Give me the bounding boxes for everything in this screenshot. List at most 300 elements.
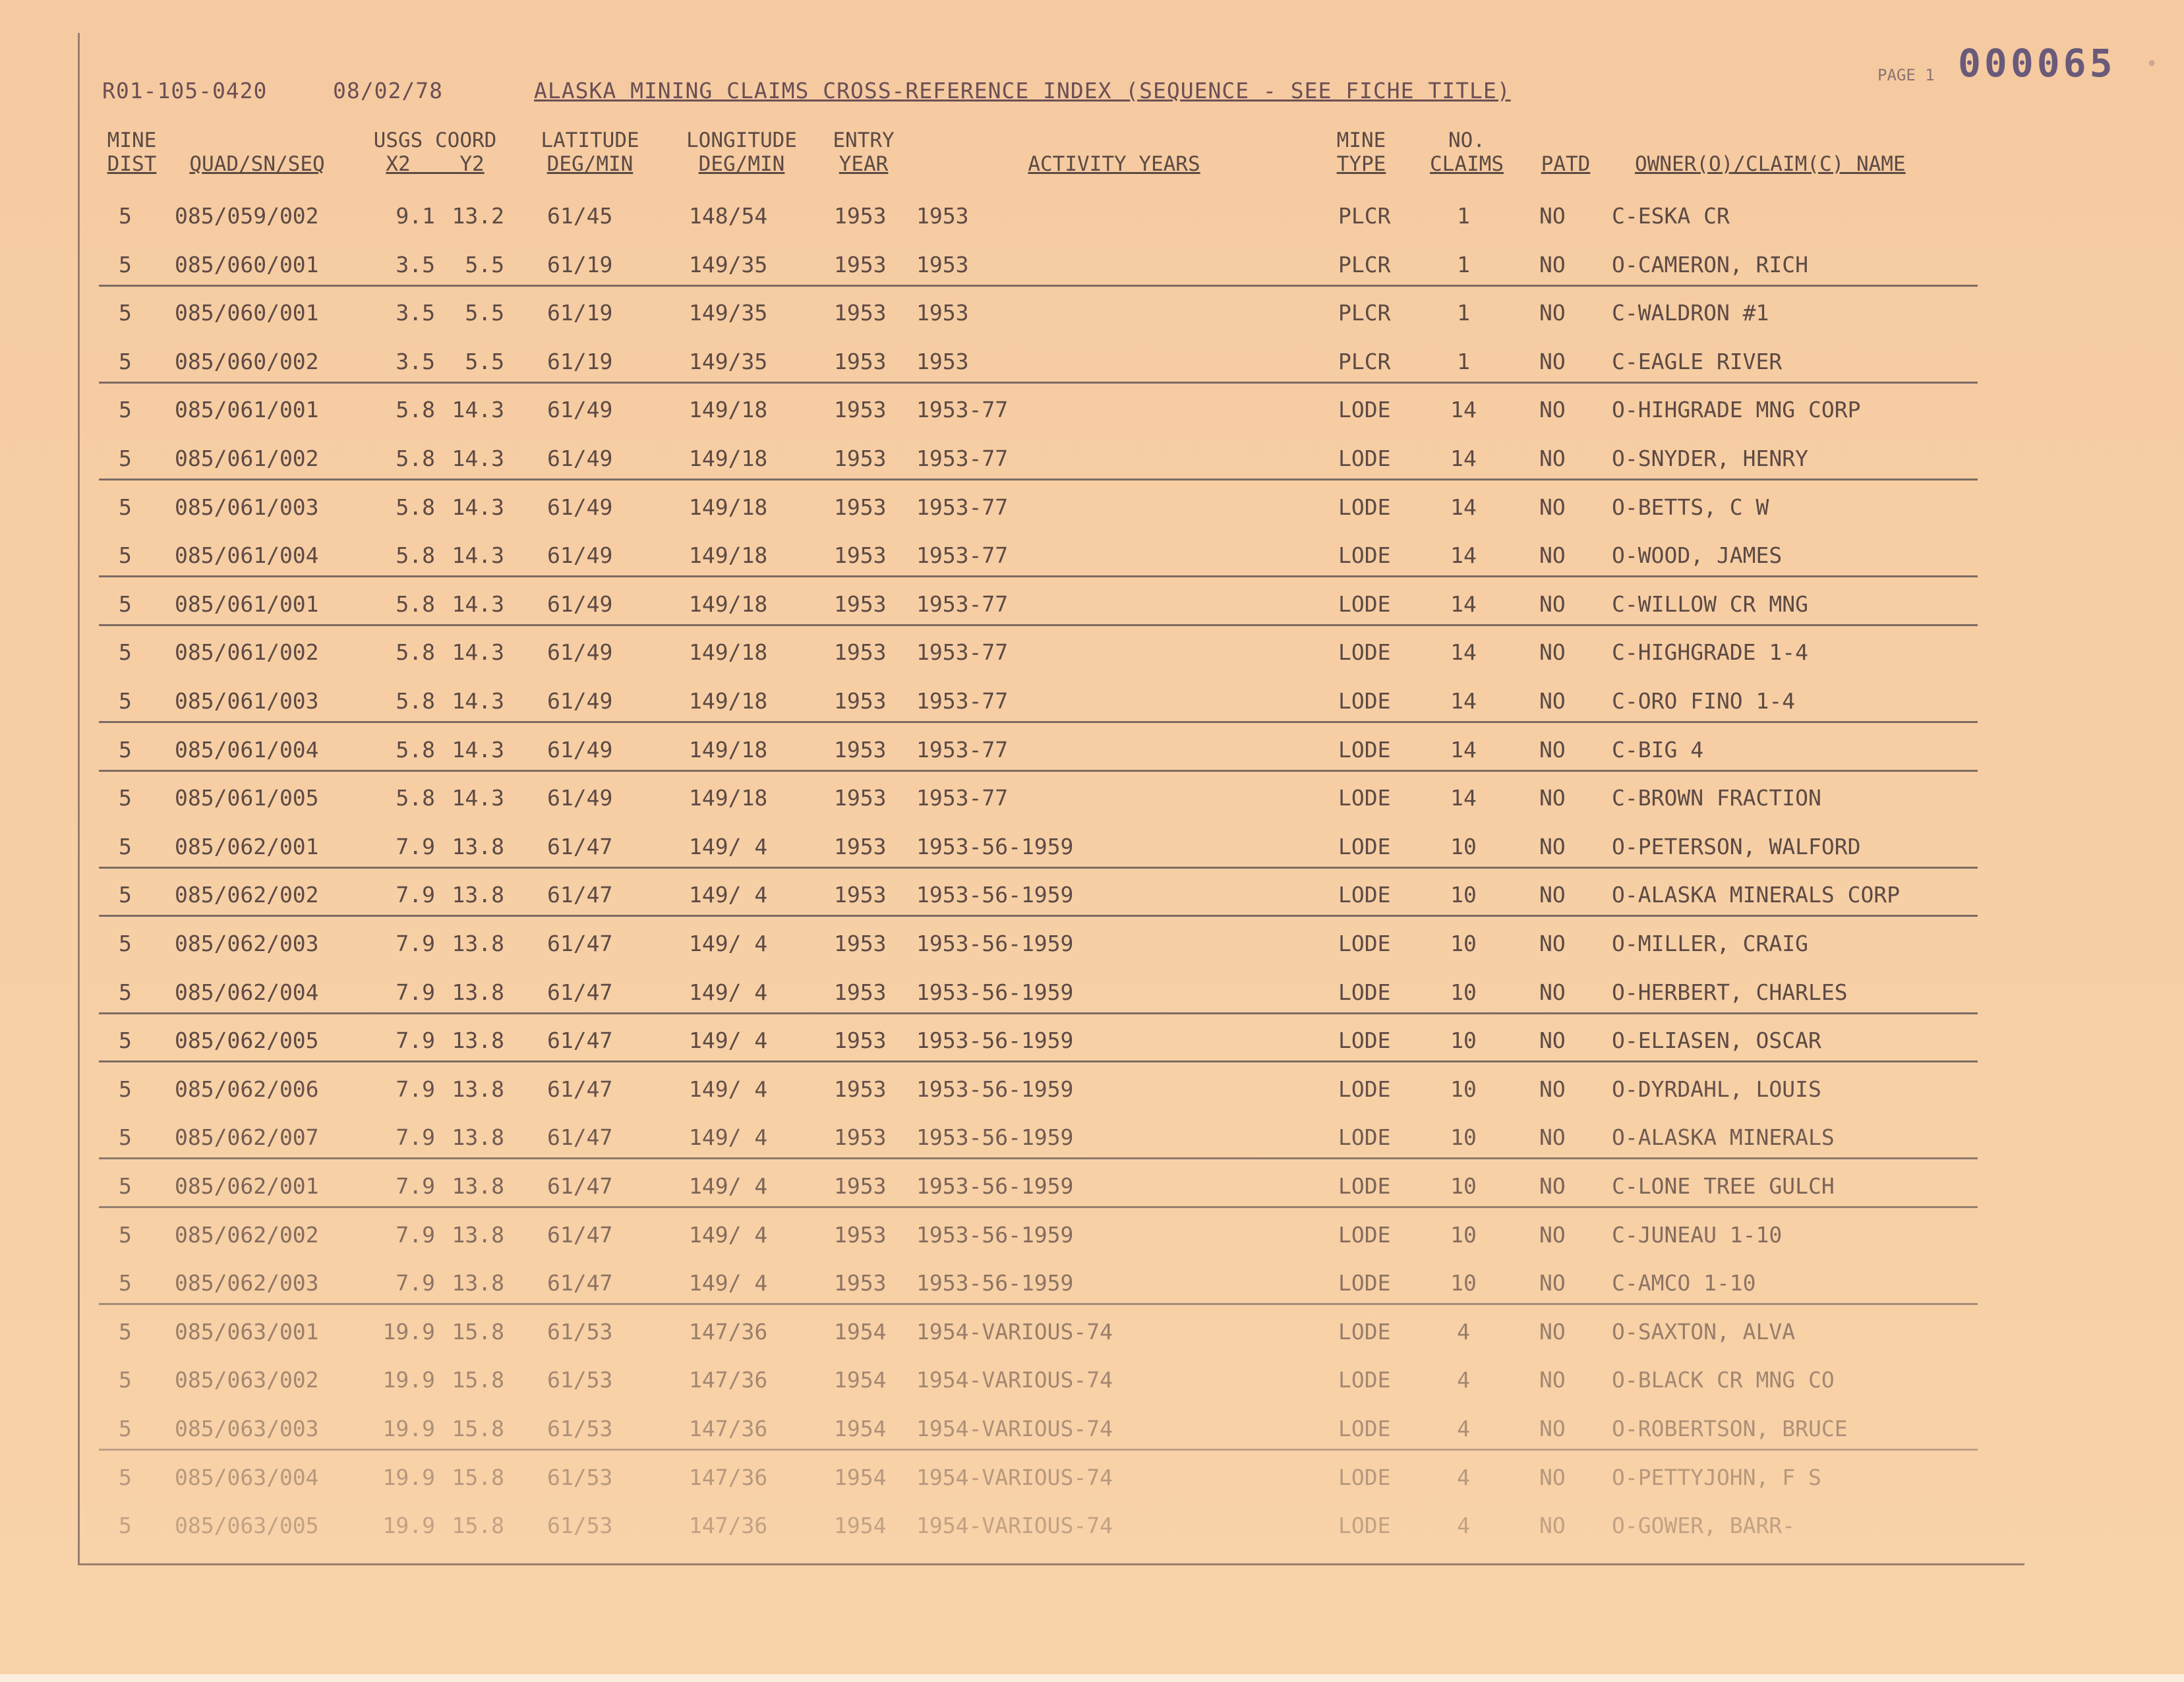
cell-patented: NO [1539,1028,1566,1054]
cell-entry-year: 1953 [834,251,887,277]
cell-latitude: 61/53 [547,1318,613,1345]
cell-latitude: 61/49 [547,446,613,471]
cell-entry-year: 1953 [834,1076,887,1102]
cell-coord-x2: 5.8 [396,785,435,811]
cell-entry-year: 1953 [834,1028,887,1054]
table-row [99,1215,1978,1255]
cell-mine-dist: 5 [119,397,132,423]
cell-activity-years: 1953-56-1959 [916,882,1074,908]
cell-mine-type: LODE [1338,736,1391,763]
cell-entry-year: 1953 [834,203,887,229]
table-row [99,439,1978,480]
cell-coord-x2: 7.9 [396,931,435,956]
page-stamp: 000065 [1958,41,2116,86]
cell-coord-y2: 15.8 [452,1464,504,1490]
table-row [99,390,1978,430]
cell-mine-dist: 5 [119,979,132,1005]
cell-patented: NO [1539,1367,1566,1393]
cell-mine-type: PLCR [1338,251,1391,277]
cell-mine-type: LODE [1338,833,1391,859]
cell-claims-count: 10 [1450,1028,1477,1054]
cell-coord-x2: 7.9 [396,1076,435,1102]
cell-coord-x2: 7.9 [396,1124,435,1151]
edge-mark: • [2146,53,2158,76]
cell-longitude: 147/36 [689,1464,768,1490]
cell-coord-y2: 15.8 [452,1416,504,1441]
cell-coord-y2: 14.3 [452,542,504,569]
cell-coord-y2: 5.5 [465,251,504,277]
table-row [99,488,1978,527]
cell-coord-x2: 19.9 [382,1367,435,1393]
cell-latitude: 61/49 [547,688,613,714]
cell-latitude: 61/45 [547,203,613,229]
cell-coord-x2: 5.8 [396,494,435,520]
cell-owner-claim-name: O-HIHGRADE MNG CORP [1612,397,1861,423]
cell-longitude: 149/ 4 [689,979,768,1005]
table-row [99,633,1978,672]
cell-coord-y2: 13.8 [452,1076,504,1102]
cell-quad-seq: 085/062/006 [175,1076,319,1102]
cell-owner-claim-name: O-ALASKA MINERALS [1612,1124,1835,1151]
cell-owner-claim-name: C-JUNEAU 1-10 [1612,1221,1783,1248]
cell-owner-claim-name: O-PETERSON, WALFORD [1612,833,1861,859]
cell-patented: NO [1539,494,1566,520]
cell-entry-year: 1953 [834,1221,887,1248]
cell-owner-claim-name: C-WILLOW CR MNG [1612,591,1809,617]
cell-mine-dist: 5 [119,1028,132,1054]
cell-quad-seq: 085/060/001 [175,300,319,326]
cell-activity-years: 1953-77 [916,785,1009,811]
cell-entry-year: 1954 [834,1367,887,1393]
cell-claims-count: 14 [1450,494,1477,520]
cell-longitude: 149/18 [689,494,768,520]
cell-activity-years: 1954-VARIOUS-74 [916,1416,1113,1441]
cell-latitude: 61/53 [547,1513,613,1539]
table-row [99,1506,1978,1546]
cell-quad-seq: 085/060/002 [175,348,319,374]
cell-longitude: 147/36 [689,1416,768,1441]
cell-coord-x2: 3.5 [396,300,435,326]
cell-patented: NO [1539,203,1566,229]
cell-coord-y2: 14.3 [452,446,504,471]
cell-activity-years: 1954-VARIOUS-74 [916,1464,1113,1490]
cell-longitude: 149/18 [689,639,768,666]
cell-activity-years: 1953 [916,348,969,374]
table-row [99,778,1978,818]
cell-longitude: 149/ 4 [689,833,768,859]
cell-patented: NO [1539,882,1566,908]
cell-mine-dist: 5 [119,1318,132,1345]
cell-patented: NO [1539,1318,1566,1345]
cell-coord-x2: 7.9 [396,979,435,1005]
cell-longitude: 149/35 [689,251,768,277]
cell-coord-y2: 14.3 [452,397,504,423]
cell-longitude: 149/ 4 [689,882,768,908]
cell-entry-year: 1953 [834,348,887,374]
cell-patented: NO [1539,1464,1566,1490]
table-row [99,1360,1978,1400]
cell-claims-count: 4 [1457,1367,1470,1393]
cell-owner-claim-name: O-WOOD, JAMES [1612,542,1783,569]
cell-mine-type: PLCR [1338,348,1391,374]
cell-quad-seq: 085/061/003 [175,688,319,714]
table-row [99,1458,1978,1497]
cell-patented: NO [1539,979,1566,1005]
cell-quad-seq: 085/061/004 [175,542,319,569]
cell-claims-count: 14 [1450,591,1477,617]
table-row [99,1167,1978,1208]
cell-claims-count: 10 [1450,1173,1477,1199]
cell-quad-seq: 085/062/007 [175,1124,319,1151]
cell-mine-dist: 5 [119,1221,132,1248]
col-header-activity: ACTIVITY YEARS [1028,152,1200,176]
cell-mine-dist: 5 [119,494,132,520]
cell-patented: NO [1539,833,1566,859]
cell-claims-count: 4 [1457,1318,1470,1345]
cell-quad-seq: 085/062/002 [175,882,319,908]
cell-latitude: 61/47 [547,931,613,956]
cell-coord-y2: 13.8 [452,1173,504,1199]
cell-mine-type: LODE [1338,591,1391,617]
cell-claims-count: 10 [1450,1221,1477,1248]
cell-quad-seq: 085/063/004 [175,1464,319,1490]
cell-claims-count: 14 [1450,446,1477,471]
cell-latitude: 61/49 [547,494,613,520]
cell-entry-year: 1953 [834,639,887,666]
cell-mine-type: LODE [1338,1028,1391,1054]
cell-mine-type: LODE [1338,1270,1391,1296]
cell-latitude: 61/53 [547,1367,613,1393]
cell-entry-year: 1953 [834,1173,887,1199]
cell-longitude: 149/ 4 [689,1270,768,1296]
col-header-patd: PATD [1541,152,1591,176]
cell-longitude: 149/18 [689,736,768,763]
cell-longitude: 149/ 4 [689,1028,768,1054]
cell-owner-claim-name: C-EAGLE RIVER [1612,348,1783,374]
cell-latitude: 61/47 [547,833,613,859]
cell-latitude: 61/47 [547,979,613,1005]
cell-mine-type: LODE [1338,1173,1391,1199]
cell-entry-year: 1954 [834,1464,887,1490]
cell-mine-dist: 5 [119,785,132,811]
cell-entry-year: 1954 [834,1416,887,1441]
col-header-name: OWNER(O)/CLAIM(C) NAME [1635,152,1906,176]
cell-activity-years: 1953 [916,251,969,277]
cell-mine-type: PLCR [1338,300,1391,326]
cell-coord-x2: 5.8 [396,688,435,714]
cell-claims-count: 4 [1457,1416,1470,1441]
cell-mine-type: LODE [1338,931,1391,956]
table-row [99,245,1978,287]
cell-patented: NO [1539,1076,1566,1102]
cell-latitude: 61/19 [547,251,613,277]
cell-owner-claim-name: O-CAMERON, RICH [1612,251,1809,277]
col-header-seq: QUAD/SN/SEQ [189,152,325,176]
cell-patented: NO [1539,300,1566,326]
cell-patented: NO [1539,446,1566,471]
cell-activity-years: 1953-56-1959 [916,1270,1074,1296]
cell-patented: NO [1539,639,1566,666]
table-row [99,293,1978,333]
cell-coord-y2: 13.8 [452,833,504,859]
cell-activity-years: 1953 [916,203,969,229]
cell-coord-y2: 13.8 [452,1221,504,1248]
cell-entry-year: 1954 [834,1513,887,1539]
cell-entry-year: 1953 [834,979,887,1005]
cell-mine-dist: 5 [119,688,132,714]
table-row [99,875,1978,917]
cell-entry-year: 1953 [834,494,887,520]
cell-patented: NO [1539,1270,1566,1296]
cell-coord-y2: 5.5 [465,348,504,374]
cell-patented: NO [1539,931,1566,956]
cell-quad-seq: 085/061/005 [175,785,319,811]
cell-latitude: 61/49 [547,591,613,617]
cell-entry-year: 1953 [834,882,887,908]
cell-entry-year: 1953 [834,785,887,811]
cell-entry-year: 1953 [834,736,887,763]
cell-mine-dist: 5 [119,1416,132,1441]
cell-coord-x2: 7.9 [396,1221,435,1248]
table-row [99,196,1978,236]
cell-quad-seq: 085/062/003 [175,931,319,956]
cell-quad-seq: 085/062/001 [175,1173,319,1199]
cell-patented: NO [1539,736,1566,763]
cell-mine-type: LODE [1338,1367,1391,1393]
cell-claims-count: 14 [1450,736,1477,763]
cell-mine-dist: 5 [119,203,132,229]
col-header-type: MINE TYPE [1336,129,1386,176]
cell-coord-y2: 13.8 [452,1124,504,1151]
cell-coord-x2: 19.9 [382,1416,435,1441]
cell-quad-seq: 085/061/001 [175,591,319,617]
cell-coord-x2: 5.8 [396,639,435,666]
cell-claims-count: 4 [1457,1464,1470,1490]
cell-activity-years: 1953-56-1959 [916,979,1074,1005]
cell-owner-claim-name: O-MILLER, CRAIG [1612,931,1809,956]
cell-activity-years: 1953-56-1959 [916,931,1074,956]
cell-activity-years: 1953-56-1959 [916,1124,1074,1151]
cell-patented: NO [1539,785,1566,811]
cell-owner-claim-name: C-BIG 4 [1612,736,1704,763]
cell-patented: NO [1539,1513,1566,1539]
cell-coord-y2: 15.8 [452,1318,504,1345]
cell-patented: NO [1539,1124,1566,1151]
cell-owner-claim-name: C-ORO FINO 1-4 [1612,688,1796,714]
cell-patented: NO [1539,1416,1566,1441]
cell-quad-seq: 085/062/005 [175,1028,319,1054]
cell-mine-type: LODE [1338,979,1391,1005]
cell-activity-years: 1954-VARIOUS-74 [916,1318,1113,1345]
cell-activity-years: 1953-56-1959 [916,1028,1074,1054]
cell-quad-seq: 085/061/002 [175,446,319,471]
cell-mine-dist: 5 [119,1124,132,1151]
cell-entry-year: 1953 [834,931,887,956]
cell-patented: NO [1539,251,1566,277]
cell-owner-claim-name: C-LONE TREE GULCH [1612,1173,1835,1199]
report-date: 08/02/78 [333,78,443,103]
table-row [99,1263,1978,1305]
cell-owner-claim-name: C-ESKA CR [1612,203,1730,229]
cell-owner-claim-name: C-HIGHGRADE 1-4 [1612,639,1809,666]
cell-latitude: 61/19 [547,348,613,374]
cell-longitude: 149/ 4 [689,1221,768,1248]
col-header-claims: NO. CLAIMS [1430,129,1504,176]
cell-coord-x2: 19.9 [382,1464,435,1490]
cell-entry-year: 1953 [834,1124,887,1151]
cell-mine-type: PLCR [1338,203,1391,229]
cell-longitude: 149/18 [689,785,768,811]
cell-entry-year: 1954 [834,1318,887,1345]
cell-coord-x2: 3.5 [396,251,435,277]
cell-latitude: 61/49 [547,397,613,423]
cell-activity-years: 1953 [916,300,969,326]
page-label: PAGE 1 [1877,66,1935,84]
cell-entry-year: 1953 [834,300,887,326]
cell-mine-type: LODE [1338,882,1391,908]
cell-activity-years: 1953-77 [916,639,1009,666]
cell-mine-dist: 5 [119,882,132,908]
cell-patented: NO [1539,591,1566,617]
cell-owner-claim-name: O-SNYDER, HENRY [1612,446,1809,471]
cell-longitude: 147/36 [689,1367,768,1393]
cell-mine-dist: 5 [119,1513,132,1539]
cell-entry-year: 1953 [834,1270,887,1296]
table-row [99,1021,1978,1062]
cell-mine-type: LODE [1338,785,1391,811]
cell-mine-dist: 5 [119,348,132,374]
cell-claims-count: 10 [1450,1124,1477,1151]
cell-coord-y2: 13.8 [452,1270,504,1296]
cell-quad-seq: 085/063/002 [175,1367,319,1393]
cell-mine-type: LODE [1338,542,1391,569]
cell-claims-count: 14 [1450,688,1477,714]
cell-mine-type: LODE [1338,1318,1391,1345]
table-row [99,827,1978,869]
cell-longitude: 149/18 [689,688,768,714]
cell-entry-year: 1953 [834,446,887,471]
table-row [99,585,1978,626]
cell-longitude: 149/18 [689,542,768,569]
cell-claims-count: 14 [1450,639,1477,666]
cell-coord-y2: 14.3 [452,494,504,520]
cell-coord-y2: 13.8 [452,882,504,908]
cell-quad-seq: 085/063/005 [175,1513,319,1539]
cell-coord-x2: 7.9 [396,1270,435,1296]
cell-claims-count: 4 [1457,1513,1470,1539]
cell-mine-dist: 5 [119,931,132,956]
cell-latitude: 61/53 [547,1464,613,1490]
cell-longitude: 149/ 4 [689,931,768,956]
cell-owner-claim-name: O-BLACK CR MNG CO [1612,1367,1835,1393]
cell-claims-count: 1 [1457,300,1470,326]
cell-latitude: 61/49 [547,542,613,569]
cell-longitude: 149/35 [689,300,768,326]
table-row [99,682,1978,723]
cell-mine-dist: 5 [119,300,132,326]
cell-claims-count: 14 [1450,542,1477,569]
cell-latitude: 61/47 [547,1028,613,1054]
cell-longitude: 149/ 4 [689,1173,768,1199]
table-row [99,1409,1978,1451]
cell-longitude: 149/18 [689,446,768,471]
cell-mine-dist: 5 [119,1270,132,1296]
report-title: ALASKA MINING CLAIMS CROSS-REFERENCE INDEX (SEQUENCE - SEE FICHE TITLE) [534,78,1511,103]
cell-activity-years: 1953-77 [916,542,1009,569]
cell-coord-x2: 5.8 [396,591,435,617]
cell-patented: NO [1539,397,1566,423]
cell-activity-years: 1953-56-1959 [916,833,1074,859]
cell-longitude: 148/54 [689,203,768,229]
cell-coord-y2: 15.8 [452,1367,504,1393]
cell-coord-x2: 5.8 [396,397,435,423]
cell-coord-x2: 7.9 [396,1028,435,1054]
cell-coord-x2: 19.9 [382,1513,435,1539]
cell-longitude: 147/36 [689,1318,768,1345]
cell-mine-dist: 5 [119,591,132,617]
cell-longitude: 149/ 4 [689,1076,768,1102]
cell-latitude: 61/53 [547,1416,613,1441]
col-header-dist: MINE DIST [107,129,157,176]
cell-claims-count: 14 [1450,397,1477,423]
cell-latitude: 61/47 [547,1221,613,1248]
cell-owner-claim-name: O-GOWER, BARR- [1612,1513,1796,1539]
cell-owner-claim-name: O-SAXTON, ALVA [1612,1318,1796,1345]
cell-quad-seq: 085/062/001 [175,833,319,859]
cell-mine-type: LODE [1338,1416,1391,1441]
cell-latitude: 61/47 [547,882,613,908]
cell-coord-y2: 14.3 [452,639,504,666]
cell-longitude: 149/18 [689,397,768,423]
cell-activity-years: 1953-77 [916,397,1009,423]
cell-owner-claim-name: C-BROWN FRACTION [1612,785,1821,811]
cell-mine-dist: 5 [119,1464,132,1490]
cell-mine-type: LODE [1338,1221,1391,1248]
cell-quad-seq: 085/060/001 [175,251,319,277]
cell-longitude: 149/ 4 [689,1124,768,1151]
cell-coord-y2: 5.5 [465,300,504,326]
cell-mine-type: LODE [1338,1464,1391,1490]
cell-latitude: 61/49 [547,785,613,811]
cell-claims-count: 10 [1450,833,1477,859]
cell-mine-type: LODE [1338,1076,1391,1102]
cell-entry-year: 1953 [834,833,887,859]
cell-latitude: 61/47 [547,1076,613,1102]
cell-owner-claim-name: O-ELIASEN, OSCAR [1612,1028,1821,1054]
cell-mine-dist: 5 [119,1367,132,1393]
cell-activity-years: 1953-56-1959 [916,1076,1074,1102]
cell-claims-count: 14 [1450,785,1477,811]
table-row [99,1070,1978,1109]
cell-quad-seq: 085/062/003 [175,1270,319,1296]
cell-coord-y2: 13.8 [452,1028,504,1054]
cell-claims-count: 10 [1450,1270,1477,1296]
cell-mine-type: LODE [1338,639,1391,666]
cell-latitude: 61/47 [547,1173,613,1199]
cell-mine-type: LODE [1338,446,1391,471]
col-header-usgs: USGS COORD X2 Y2 [373,129,497,176]
cell-coord-x2: 7.9 [396,833,435,859]
cell-entry-year: 1953 [834,591,887,617]
cell-mine-dist: 5 [119,251,132,277]
cell-owner-claim-name: O-ALASKA MINERALS CORP [1612,882,1901,908]
cell-mine-dist: 5 [119,1076,132,1102]
cell-owner-claim-name: O-PETTYJOHN, F S [1612,1464,1821,1490]
cell-coord-y2: 13.2 [452,203,504,229]
cell-mine-dist: 5 [119,1173,132,1199]
cell-activity-years: 1954-VARIOUS-74 [916,1367,1113,1393]
cell-owner-claim-name: O-DYRDAHL, LOUIS [1612,1076,1821,1102]
